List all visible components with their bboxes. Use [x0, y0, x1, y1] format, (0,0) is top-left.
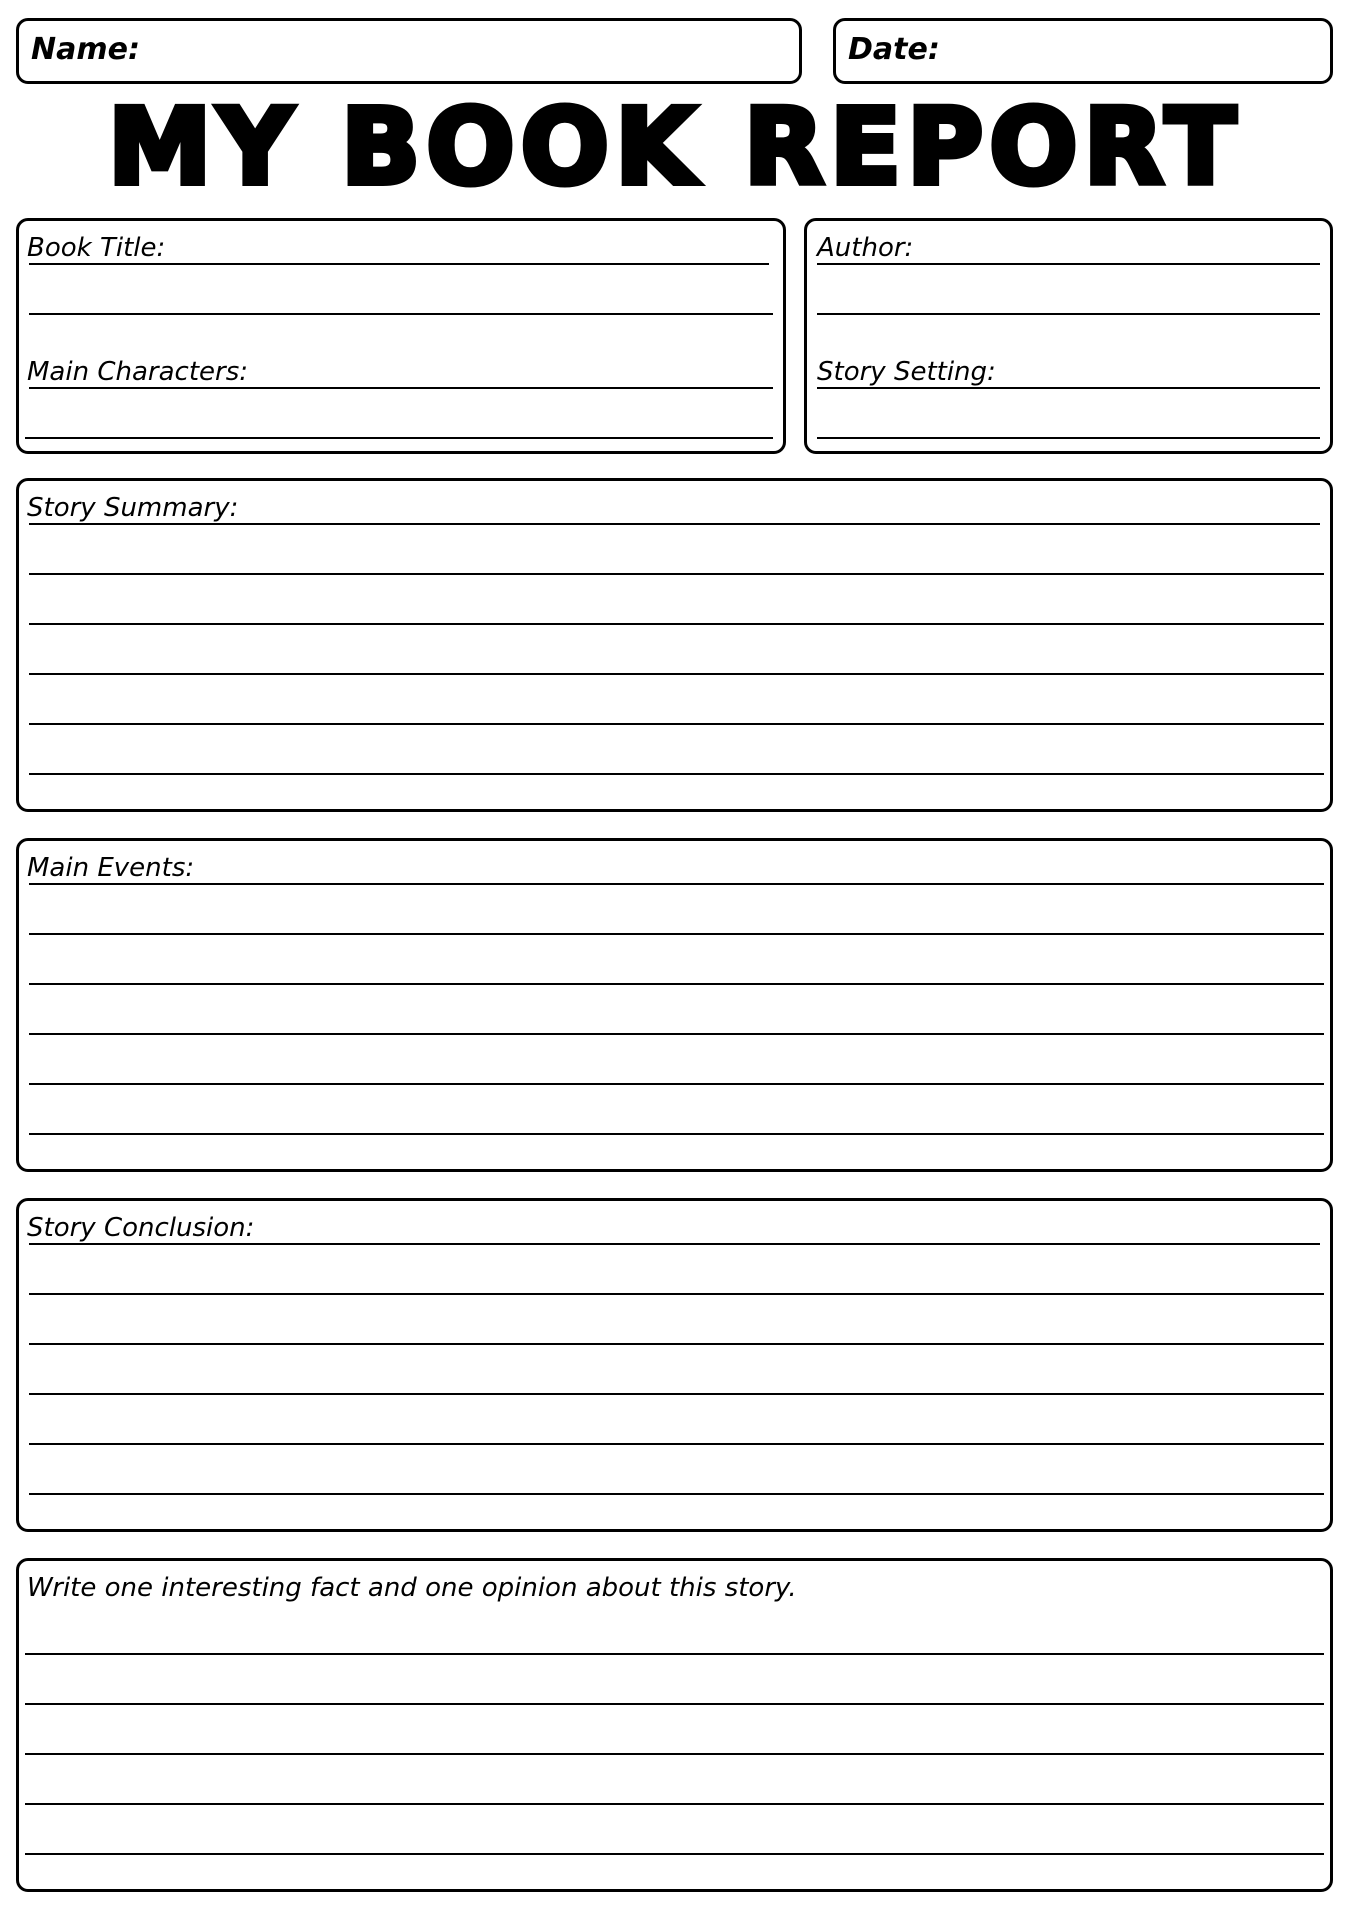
- fact-opinion-prompt: Write one interesting fact and one opinion about this story.: [27, 1573, 801, 1603]
- main-characters-line-1[interactable]: [29, 387, 773, 389]
- name-label: Name:: [31, 35, 144, 65]
- author-line-2[interactable]: [817, 313, 1320, 315]
- story-conclusion-line-2[interactable]: [29, 1293, 1324, 1295]
- main-events-line-5[interactable]: [29, 1083, 1324, 1085]
- story-summary-line-2[interactable]: [29, 573, 1324, 575]
- fact-opinion-line-3[interactable]: [25, 1753, 1324, 1755]
- fact-opinion-box: [16, 1558, 1333, 1892]
- story-summary-line-4[interactable]: [29, 673, 1324, 675]
- story-conclusion-line-3[interactable]: [29, 1343, 1324, 1345]
- story-summary-line-3[interactable]: [29, 623, 1324, 625]
- story-summary-line-6[interactable]: [29, 773, 1324, 775]
- book-info-box: [16, 218, 786, 454]
- story-setting-line-1[interactable]: [817, 387, 1320, 389]
- page-title: MY BOOK REPORT: [107, 86, 1242, 208]
- author-line-1[interactable]: [817, 263, 1320, 265]
- name-box[interactable]: [16, 18, 802, 84]
- main-events-label: Main Events:: [27, 853, 198, 883]
- fact-opinion-line-5[interactable]: [25, 1853, 1324, 1855]
- story-summary-label: Story Summary:: [27, 493, 242, 523]
- story-summary-line-5[interactable]: [29, 723, 1324, 725]
- book-title-line-1[interactable]: [29, 263, 769, 265]
- story-conclusion-line-1[interactable]: [29, 1243, 1320, 1245]
- story-conclusion-line-6[interactable]: [29, 1493, 1324, 1495]
- main-events-box: [16, 838, 1333, 1172]
- story-setting-line-2[interactable]: [817, 437, 1320, 439]
- book-title-label: Book Title:: [27, 233, 169, 263]
- story-conclusion-label: Story Conclusion:: [27, 1213, 258, 1243]
- story-conclusion-box: [16, 1198, 1333, 1532]
- main-events-line-3[interactable]: [29, 983, 1324, 985]
- main-characters-line-2[interactable]: [25, 437, 773, 439]
- main-events-line-4[interactable]: [29, 1033, 1324, 1035]
- author-label: Author:: [817, 233, 917, 263]
- main-events-line-6[interactable]: [29, 1133, 1324, 1135]
- author-box: [804, 218, 1333, 454]
- date-label: Date:: [848, 35, 944, 65]
- story-summary-box: [16, 478, 1333, 812]
- date-box[interactable]: [833, 18, 1333, 84]
- story-conclusion-line-4[interactable]: [29, 1393, 1324, 1395]
- main-events-line-1[interactable]: [29, 883, 1324, 885]
- fact-opinion-line-2[interactable]: [25, 1703, 1324, 1705]
- main-events-line-2[interactable]: [29, 933, 1324, 935]
- fact-opinion-line-4[interactable]: [25, 1803, 1324, 1805]
- story-setting-label: Story Setting:: [817, 357, 1000, 387]
- main-characters-label: Main Characters:: [27, 357, 252, 387]
- fact-opinion-line-1[interactable]: [25, 1653, 1324, 1655]
- story-summary-line-1[interactable]: [29, 523, 1320, 525]
- story-conclusion-line-5[interactable]: [29, 1443, 1324, 1445]
- book-title-line-2[interactable]: [29, 313, 773, 315]
